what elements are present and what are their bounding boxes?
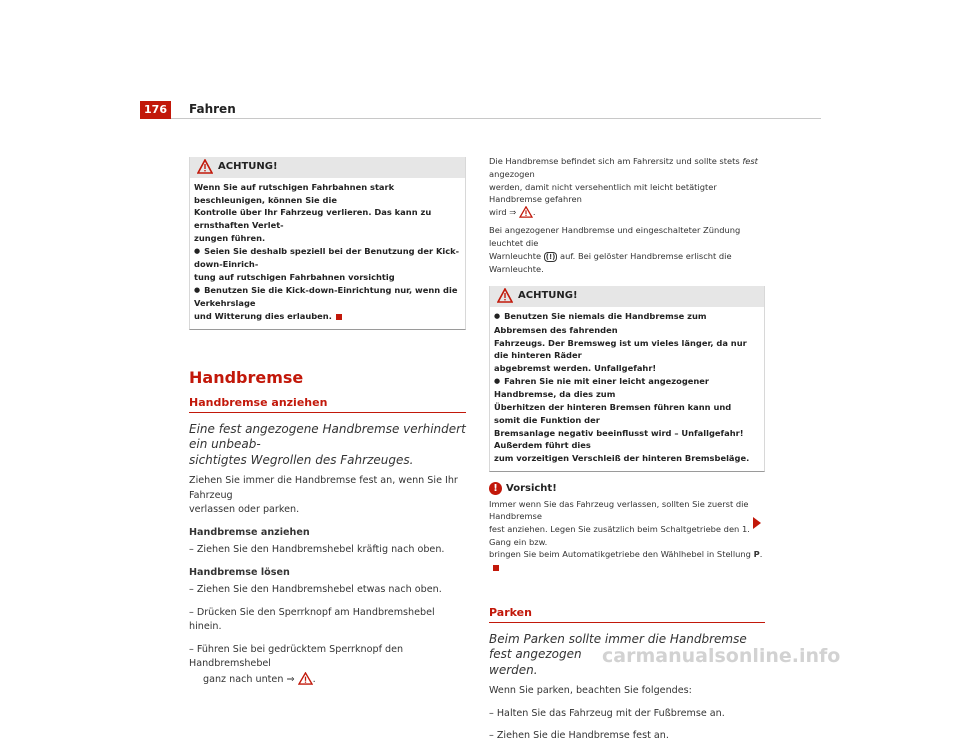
subheading-parken: Parken (489, 606, 765, 623)
vorsicht-line: Immer wenn Sie das Fahrzeug verlassen, sollten Sie zuerst die Handbremse (489, 498, 749, 522)
header-rule (171, 118, 821, 119)
paragraph-handbremse-ort (489, 155, 765, 219)
warning-header (490, 286, 764, 307)
heading-handbremse: Handbremse (189, 367, 304, 387)
warning-bullet: ● Benutzen Sie die Kick-down-Einrichtung nur, wenn die Verkehrslage (194, 284, 461, 310)
text: wird ⇒ (489, 207, 517, 218)
intro-line: Eine fest angezogene Handbremse verhindert ein unbeab- (189, 421, 466, 452)
intro-line: werden. (489, 662, 538, 677)
text-bold: P (753, 549, 760, 560)
warning-ref-icon[interactable] (519, 206, 533, 218)
text: . (532, 207, 536, 218)
intro-line: Beim Parken sollte immer die Handbremse fest angezogen (489, 631, 747, 662)
step-text: . (312, 673, 316, 685)
vorsicht-title: Vorsicht! (506, 482, 557, 494)
vorsicht-line (489, 548, 765, 573)
warning-line: zum vorzeitigen Verschleiß der hinteren Bremsbeläge. (494, 452, 750, 463)
warning-triangle-icon (497, 288, 513, 303)
warning-bullet: ● Fahren Sie nie mit einer leicht angezogener Handbremse, da dies zum (494, 375, 760, 401)
step: – Drücken Sie den Sperrknopf am Handbremshebel hinein. (189, 606, 435, 633)
intro-text (189, 422, 466, 469)
step-heading-loesen: Handbremse lösen (189, 566, 290, 578)
text: bringen Sie beim Automatikgetriebe den Wählhebel in Stellung (489, 549, 754, 560)
warning-triangle-icon (197, 159, 213, 174)
text: angezogen (489, 168, 535, 179)
warning-line: Kontrolle über Ihr Fahrzeug verlieren. Das kann zu ernsthaften Verlet- (194, 207, 432, 231)
paragraph-line: verlassen oder parken. (189, 504, 300, 516)
warning-body (490, 307, 764, 470)
warning-line: Bremsanlage negativ beeinflusst wird – Unfallgefahr! Außerdem führt dies (494, 427, 744, 451)
left-column (189, 157, 466, 687)
subheading-handbremse-anziehen: Handbremse anziehen (189, 396, 466, 413)
paragraph (189, 474, 466, 518)
step: – Ziehen Sie die Handbremse fest an. (489, 730, 669, 742)
paragraph-warnleuchte (489, 224, 765, 276)
warning-title: ACHTUNG! (518, 290, 578, 302)
caution-circle-icon: ! (489, 482, 502, 495)
vorsicht-header (489, 482, 765, 495)
watermark: carmanualsonline.info (602, 645, 841, 667)
warning-ref-icon[interactable] (298, 672, 313, 685)
warning-title: ACHTUNG! (218, 161, 278, 172)
warning-box-handbremse (489, 286, 765, 471)
warning-body (190, 178, 465, 329)
warning-bullet: ● Seien Sie deshalb speziell bei der Benutzung der Kick-down-Einrich- (194, 245, 461, 271)
vorsicht-body (489, 498, 765, 574)
text: werden, damit nicht versehentlich mit leicht betätigter Handbremse gefahren (489, 181, 717, 205)
section-title: Fahren (189, 102, 236, 116)
page-number: 176 (140, 101, 171, 119)
warning-header (190, 157, 465, 178)
vorsicht-line: fest anziehen. Legen Sie zusätzlich beim Schaltgetriebe den 1. Gang ein bzw. (489, 524, 750, 547)
warning-bullet-cont: tung auf rutschigen Fahrbahnen vorsichtig (194, 271, 395, 282)
text: Warnleuchte (489, 250, 542, 261)
step: – Ziehen Sie den Handbremshebel kräftig nach oben. (189, 544, 445, 556)
intro-line: sichtigtes Wegrollen des Fahrzeuges. (189, 452, 414, 467)
warning-box-kickdown (189, 157, 466, 330)
paragraph-line: Ziehen Sie immer die Handbremse fest an, wenn Sie Ihr Fahrzeug (189, 475, 458, 501)
text: auf. Bei gelöster Handbremse erlischt die Warnleuchte. (489, 250, 732, 275)
warning-line: zungen führen. (194, 232, 266, 243)
brake-warning-lamp-icon: (!) (545, 252, 556, 261)
step: – Führen Sie bei gedrücktem Sperrknopf den Handbremshebel (189, 643, 404, 670)
step-text: ganz nach unten ⇒ (203, 673, 295, 685)
text: . (759, 549, 763, 560)
text: Bei angezogener Handbremse und eingeschalteter Zündung leuchtet die (489, 224, 741, 248)
warning-line: abgebremst werden. Unfallgefahr! (494, 362, 657, 373)
warning-line: Fahrzeugs. Der Bremsweg ist um vieles länger, da nur die hinteren Räder (494, 337, 747, 361)
vorsicht-box (489, 482, 765, 574)
step: – Ziehen Sie den Handbremshebel etwas nach oben. (189, 584, 442, 596)
step-cont (189, 672, 466, 688)
warning-bullet: ● Benutzen Sie niemals die Handbremse zum Abbremsen des fahrenden (494, 310, 760, 336)
next-page-arrow-icon[interactable] (753, 517, 761, 529)
warning-line: Wenn Sie auf rutschigen Fahrbahnen stark beschleunigen, können Sie die (194, 182, 395, 205)
text: Die Handbremse befindet sich am Fahrersitz und sollte stets (489, 156, 743, 166)
step-heading-anziehen: Handbremse anziehen (189, 526, 310, 538)
end-mark-icon (336, 314, 342, 320)
text-italic: fest (742, 156, 758, 166)
step: – Halten Sie das Fahrzeug mit der Fußbremse an. (489, 707, 725, 719)
warning-line: Überhitzen der hinteren Bremsen führen kann und somit die Funktion der (494, 402, 732, 425)
paragraph: Wenn Sie parken, beachten Sie folgendes: (489, 685, 692, 697)
end-mark-icon (493, 565, 499, 571)
warning-bullet-cont (194, 310, 461, 323)
warning-bullet-text: und Witterung dies erlauben. (194, 311, 332, 322)
